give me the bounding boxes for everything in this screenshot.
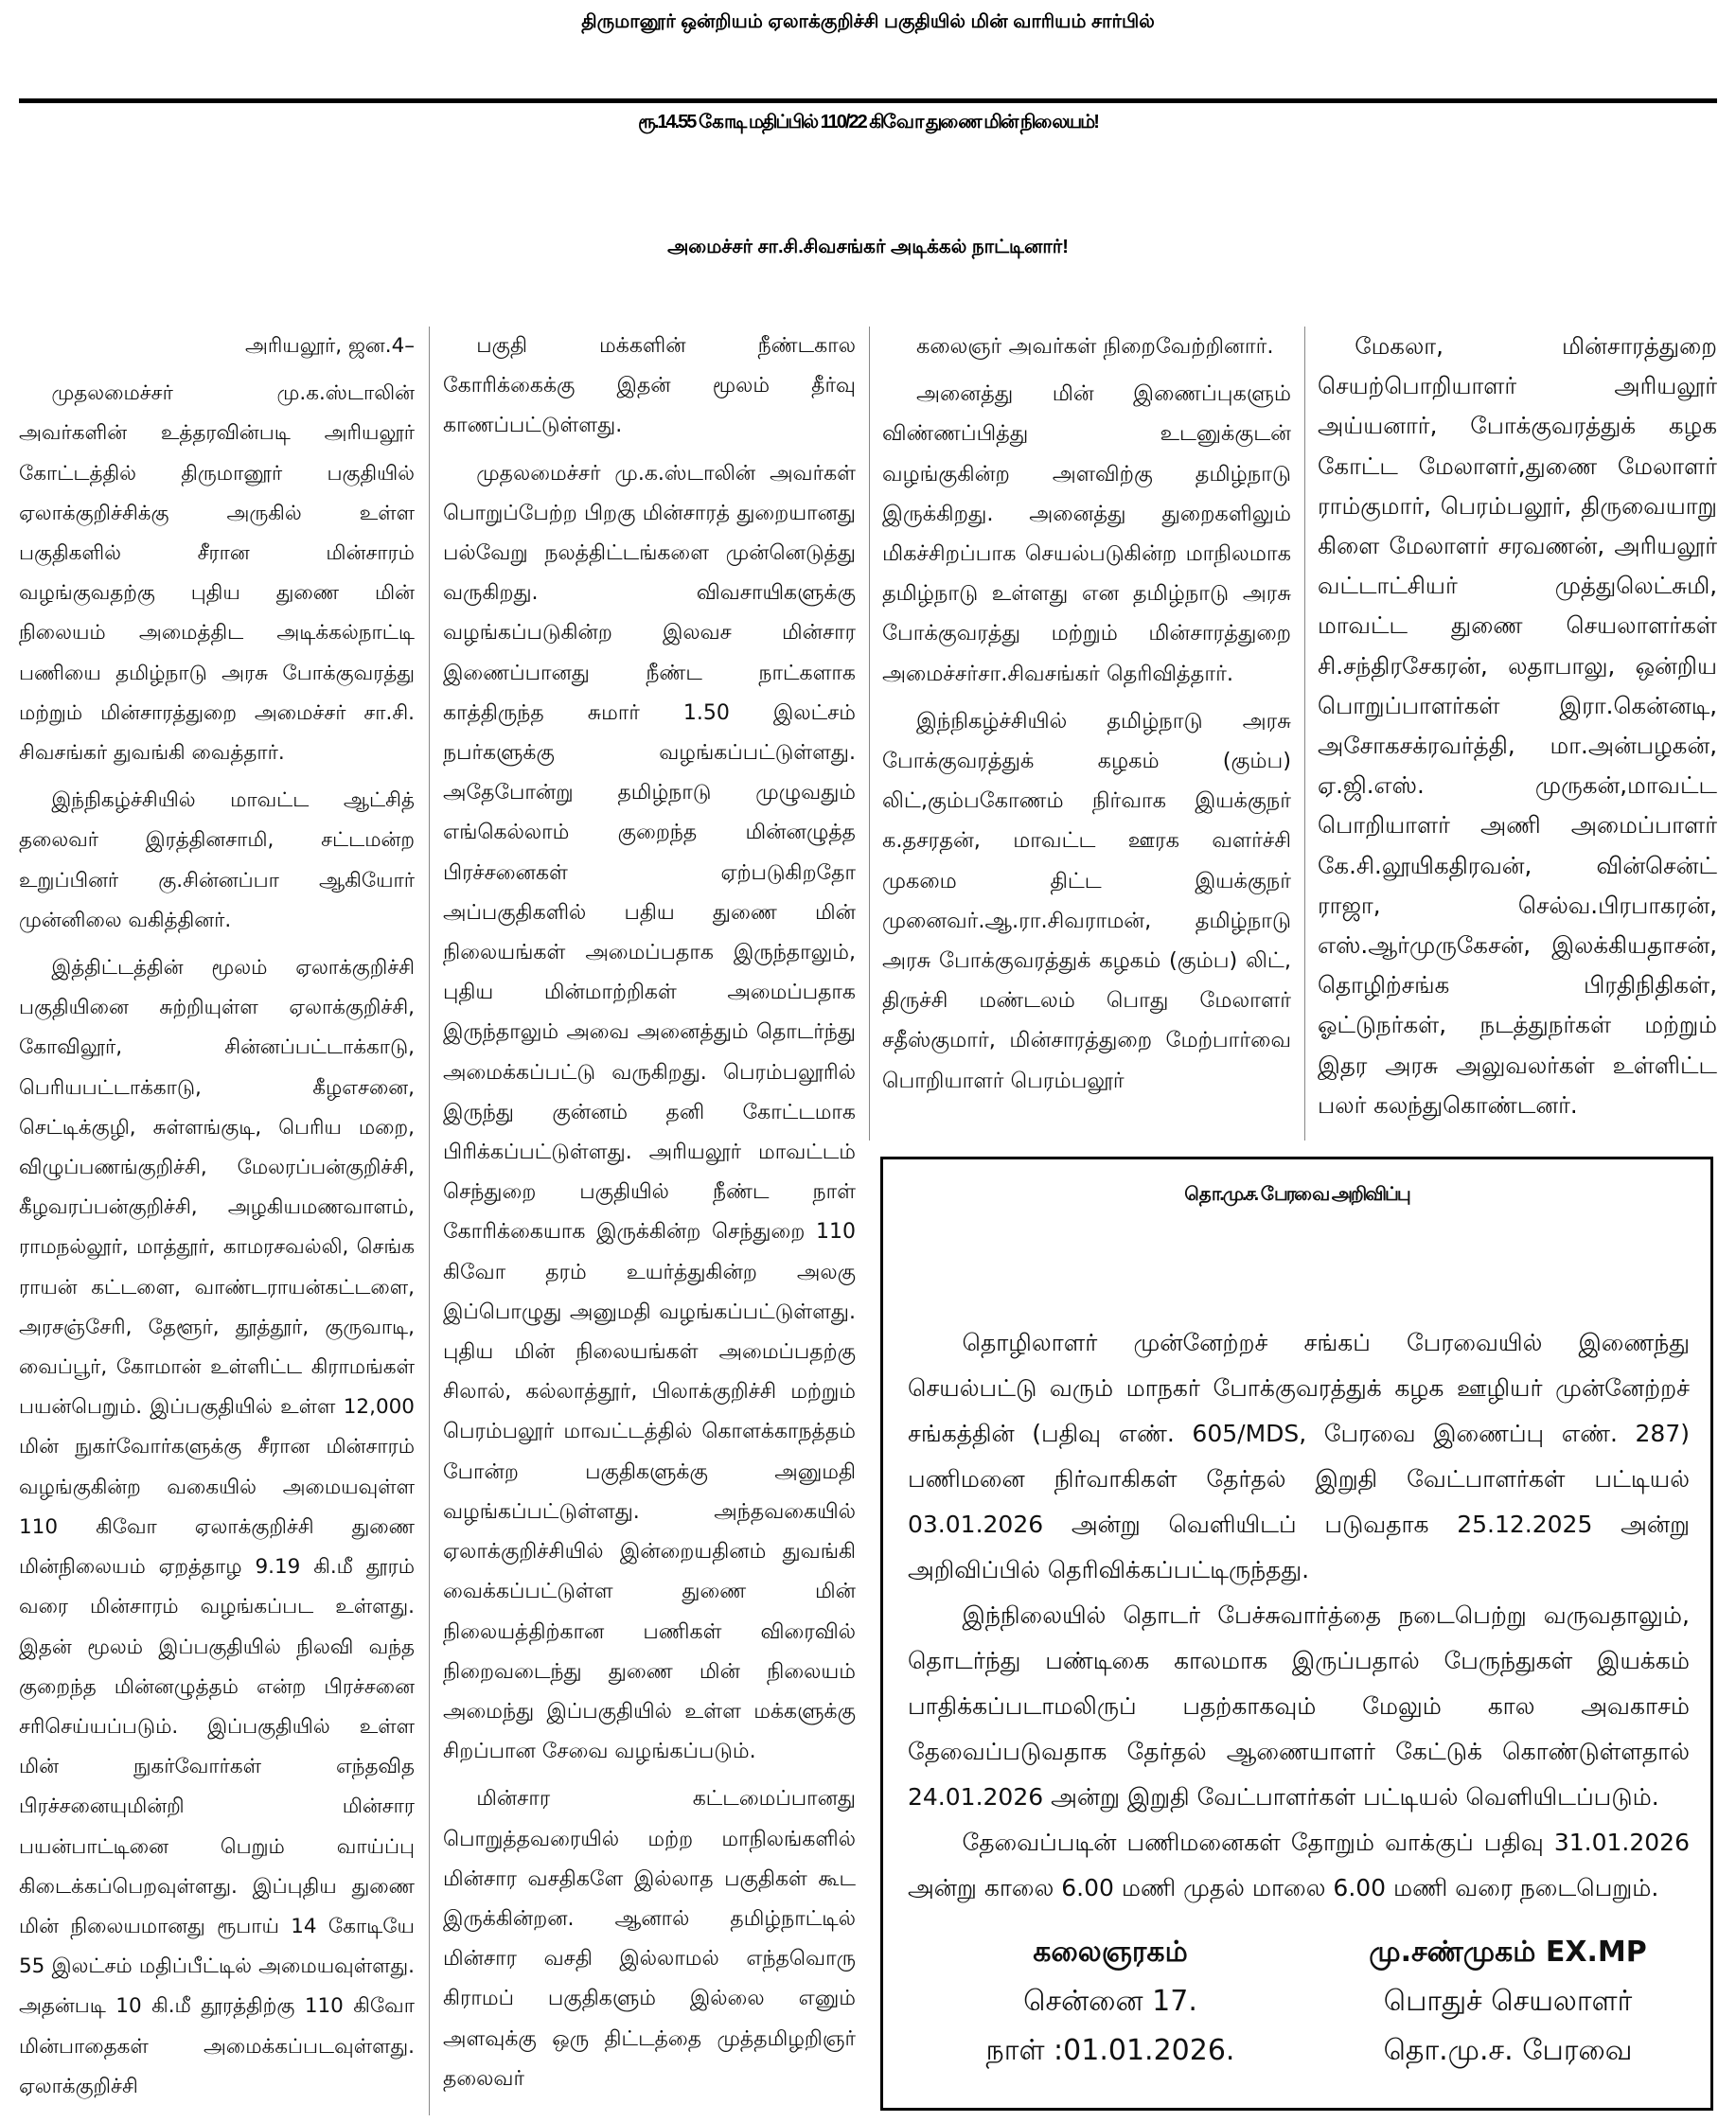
article-paragraph: இத்திட்டத்தின் மூலம் ஏலாக்குறிச்சி பகுதியினை சுற்றியுள்ள ஏலாக்குறிச்சி, கோவிலூர், சின்னப்பட்டாக்காடு, பெரியபட்டாக்காடு, கீழஎசனை, செட்டிக்குழி, சுள்ளங்குடி, பெரிய மறை, விழுப்பணங்குறிச்சி, மேலரப்பன்குறிச்சி, கீழவரப்பன்குறிச்சி, அழகியமணவாளம், ராமநல்லூர், மாத்தூர், காமரசவல்லி, செங்க ராயன் கட்டளை, வாண்டராயன்கட்டளை, அரசஞ்சேரி, தேளூர், தூத்தூர், குருவாடி, வைப்பூர், கோமான் உள்ளிட்ட கிராமங்கள் பயன்பெறும். இப்பகுதியில் உள்ள 12,000 மின் நுகர்வோர்களுக்கு சீரான மின்சாரம் வழங்குகின்ற வகையில் அமையவுள்ள 110 கிவோ ஏலாக்குறிச்சி துணை மின்நிலையம் ஏறத்தாழ 9.19 கி.மீ தூரம் வரை மின்சாரம் வழங்கப்பட உள்ளது. இதன் மூலம் இப்பகுதியில் நிலவி வந்த குறைந்த மின்னழுத்தம் என்ற பிரச்சனை சரிசெய்யப்படும். இப்பகுதியில் உள்ள மின் நுகர்வோர்கள் எந்தவித பிரச்சனையுமின்றி மின்சார பயன்பாட்டினை பெறும் வாய்ப்பு கிடைக்கப்பெறவுள்ளது. இப்புதிய துணை மின் நிலையமானது ரூபாய் 14 கோடியே 55 இலட்சம் மதிப்பீட்டில் அமையவுள்ளது. அதன்படி 10 கி.மீ தூரத்திற்கு 110 கிவோ மின்பாதைகள் அமைக்கப்படவுள்ளது. ஏலாக்குறிச்சி (19, 956, 415, 2098)
article-paragraph: முதலமைச்சர் மு.க.ஸ்டாலின் அவர்கள் பொறுப்பேற்ற பிறகு மின்சாரத் துறையானது பல்வேறு நலத்திட்டங்களை முன்னெடுத்து வருகிறது. விவசாயிகளுக்கு வழங்கப்படுகின்ற இலவச மின்சார இணைப்பானது நீண்ட நாட்களாக காத்திருந்த சுமார் 1.50 இலட்சம் நபர்களுக்கு வழங்கப்பட்டுள்ளது. அதேபோன்று தமிழ்நாடு முழுவதும் எங்கெல்லாம் குறைந்த மின்னழுத்த பிரச்சனைகள் ஏற்படுகிறதோ அப்பகுதிகளில் பதிய துணை மின் நிலையங்கள் அமைப்பதாக இருந்தாலும், புதிய மின்மாற்றிகள் அமைப்பதாக இருந்தாலும் அவை அனைத்தும் தொடர்ந்து அமைக்கப்பட்டு வருகிறது. பெரம்பலூரில் இருந்து குன்னம் தனி கோட்டமாக பிரிக்கப்பட்டுள்ளது. அரியலூர் மாவட்டம் செந்துறை பகுதியில் நீண்ட நாள் கோரிக்கையாக இருக்கின்ற செந்துறை 110 கிவோ தரம் உயர்த்துகின்ற அலகு இப்பொழுது அனுமதி வழங்கப்பட்டுள்ளது. புதிய மின் நிலையங்கள் அமைப்பதற்கு சிலால், கல்லாத்தூர், பிலாக்குறிச்சி மற்றும் பெரம்பலூர் மாவட்டத்தில் கொளக்காநத்தம் போன்ற பகுதிகளுக்கு அனுமதி வழங்கப்பட்டுள்ளது. அந்தவகையில் ஏலாக்குறிச்சியில் இன்றையதினம் துவங்கி வைக்கப்பட்டுள்ள துணை மின் நிலையத்திற்கான பணிகள் விரைவில் நிறைவடைந்து துணை மின் நிலையம் அமைந்து இப்பகுதியில் உள்ள மக்களுக்கு சிறப்பான சேவை வழங்கப்படும். (443, 461, 856, 1764)
sub-headline: அமைச்சர் சா.சி.சிவசங்கர் அடிக்கல் நாட்டினார்! (667, 237, 1069, 257)
main-headline: ரூ.14.55 கோடி மதிப்பில் 110/22 கிவோ துணை மின் நிலையம்! (638, 112, 1098, 133)
notice-signature-left (949, 1928, 1271, 2076)
article-paragraph: மின்சார கட்டமைப்பானது பொறுத்தவரையில் மற்ற மாநிலங்களில் மின்சார வசதிகளே இல்லாத பகுதிகள் கூட இருக்கின்றன. ஆனால் தமிழ்நாட்டில் மின்சார வசதி இல்லாமல் எந்தவொரு கிராமப் பகுதிகளும் இல்லை எனும் அளவுக்கு ஒரு திட்டத்தை முத்தமிழறிஞர் தலைவர் (443, 1787, 856, 2091)
article-paragraph: முதலமைச்சர் மு.க.ஸ்டாலின் அவர்களின் உத்தரவின்படி அரியலூர் கோட்டத்தில் திருமானூர் பகுதியில் ஏலாக்குறிச்சிக்கு அருகில் உள்ள பகுதிகளில் சீரான மின்சாரம் வழங்குவதற்கு புதிய துணை மின் நிலையம் அமைத்திட அடிக்கல்நாட்டி பணியை தமிழ்நாடு அரசு போக்குவரத்து மற்றும் மின்சாரத்துறை அமைச்சர் சா.சி. சிவசங்கர் துவங்கி வைத்தார். (19, 381, 415, 766)
article-paragraph: இந்நிகழ்ச்சியில் மாவட்ட ஆட்சித் தலைவர் இரத்தினசாமி, சட்டமன்ற உறுப்பினர் கு.சின்னப்பா ஆகியோர் முன்னிலை வகித்தினர். (19, 788, 415, 932)
article-paragraph: இந்நிகழ்ச்சியில் தமிழ்நாடு அரசு போக்குவரத்துக் கழகம் (கும்ப) லிட்,கும்பகோணம் நிர்வாக இயக்குநர் க.தசரதன், மாவட்ட ஊரக வளர்ச்சி முகமை திட்ட இயக்குநர் முனைவர்.ஆ.ரா.சிவராமன், தமிழ்நாடு அரசு போக்குவரத்துக் கழகம் (கும்ப) லிட், திருச்சி மண்டலம் பொது மேலாளர் சதீஸ்குமார், மின்சாரத்துறை மேற்பார்வை பொறியாளர் பெரம்பலூர் (882, 708, 1291, 1093)
column-divider (869, 327, 870, 1141)
article-paragraph: அனைத்து மின் இணைப்புகளும் விண்ணப்பித்து உடனுக்குடன் வழங்குகின்ற அளவிற்கு தமிழ்நாடு இருக்கிறது. அனைத்து துறைகளிலும் மிகச்சிறப்பாக செயல்படுகின்ற மாநிலமாக தமிழ்நாடு உள்ளது என தமிழ்நாடு அரசு போக்குவரத்து மற்றும் மின்சாரத்துறை அமைச்சர்சா.சிவசங்கர் தெரிவித்தார். (882, 381, 1291, 686)
notice-body (908, 1320, 1690, 1911)
article-column-4 (1318, 327, 1717, 1141)
kicker-headline: திருமானூர் ஒன்றியம் ஏலாக்குறிச்சி பகுதியில் மின் வாரியம் சார்பில் (581, 11, 1155, 32)
signature-city: சென்னை 17. (1023, 1985, 1197, 2018)
union-notice-box (880, 1157, 1713, 2111)
signatory-name: மு.சண்முகம் EX.MP (1369, 1936, 1647, 1969)
notice-signature-right (1328, 1928, 1688, 2076)
notice-paragraph: இந்நிலையில் தொடர் பேச்சுவார்த்தை நடைபெற்று வருவதாலும், தொடர்ந்து பண்டிகை காலமாக இருப்பதால் பேருந்துகள் இயக்கம் பாதிக்கப்படாமலிருப் பதற்காகவும் மேலும் கால அவகாசம் தேவைப்படுவதாக தேர்தல் ஆணையாளர் கேட்டுக் கொண்டுள்ளதால் 24.01.2026 அன்று இறுதி வேட்பாளர்கள் பட்டியல் வெளியிடப்படும். (908, 1601, 1690, 1811)
signature-place: கலைஞரகம் (1033, 1936, 1188, 1969)
dateline: அரியலூர், ஜன.4– (244, 334, 415, 358)
article-paragraph: கலைஞர் அவர்கள் நிறைவேற்றினார். (916, 334, 1274, 359)
headline-rule (19, 98, 1717, 103)
signature-date: நாள் :01.01.2026. (985, 2034, 1235, 2067)
article-column-2 (443, 327, 856, 2115)
article-column-1 (19, 327, 415, 2115)
column-divider (429, 327, 430, 2115)
notice-title: தொ.மு.ச. பேரவை அறிவிப்பு (1184, 1184, 1409, 1205)
notice-paragraph: தேவைப்படின் பணிமனைகள் தோறும் வாக்குப் பதிவு 31.01.2026 அன்று காலை 6.00 மணி முதல் மாலை 6.00 மணி வரை நடைபெறும். (908, 1829, 1690, 1901)
notice-paragraph: தொழிலாளர் முன்னேற்றச் சங்கப் பேரவையில் இணைந்து செயல்பட்டு வரும் மாநகர் போக்குவரத்துக் கழக ஊழியர் முன்னேற்றச் சங்கத்தின் (பதிவு எண். 605/MDS, பேரவை இணைப்பு எண். 287) பணிமனை நிர்வாகிகள் தேர்தல் இறுதி வேட்பாளர்கள் பட்டியல் 03.01.2026 அன்று வெளியிடப் படுவதாக 25.12.2025 அன்று அறிவிப்பில் தெரிவிக்கப்பட்டிருந்தது. (908, 1329, 1690, 1583)
article-column-3 (882, 327, 1291, 1141)
signatory-organization: தொ.மு.ச. பேரவை (1383, 2034, 1633, 2067)
signatory-title: பொதுச் செயலாளர் (1383, 1985, 1633, 2018)
article-paragraph: பகுதி மக்களின் நீண்டகால கோரிக்கைக்கு இதன் மூலம் தீர்வு காணப்பட்டுள்ளது. (443, 334, 856, 438)
article-paragraph: மேகலா, மின்சாரத்துறை செயற்பொறியாளர் அரியலூர் அய்யனார், போக்குவரத்துக் கழக கோட்ட மேலாளர்,துணை மேலாளர் ராம்குமார், பெரம்பலூர், திருவையாறு கிளை மேலாளர் சரவணன், அரியலூர் வட்டாட்சியர் முத்துலெட்சுமி, மாவட்ட துணை செயலாளர்கள் சி.சந்திரசேகரன், லதாபாலு, ஒன்றிய பொறுப்பாளர்கள் இரா.கென்னடி, அசோகசக்ரவர்த்தி, மா.அன்பழகன், ஏ.ஜி.எஸ். முருகன்,மாவட்ட பொறியாளர் அணி அமைப்பாளர் கே.சி.லூயிகதிரவன், வின்சென்ட் ராஜா, செல்வ.பிரபாகரன், எஸ்.ஆர்முருகேசன், இலக்கியதாசன், தொழிற்சங்க பிரதிநிதிகள், ஓட்டுநர்கள், நடத்துநர்கள் மற்றும் இதர அரசு அலுவலர்கள் உள்ளிட்ட பலர் கலந்துகொண்டனர். (1318, 332, 1717, 1119)
column-divider (1304, 327, 1305, 1141)
